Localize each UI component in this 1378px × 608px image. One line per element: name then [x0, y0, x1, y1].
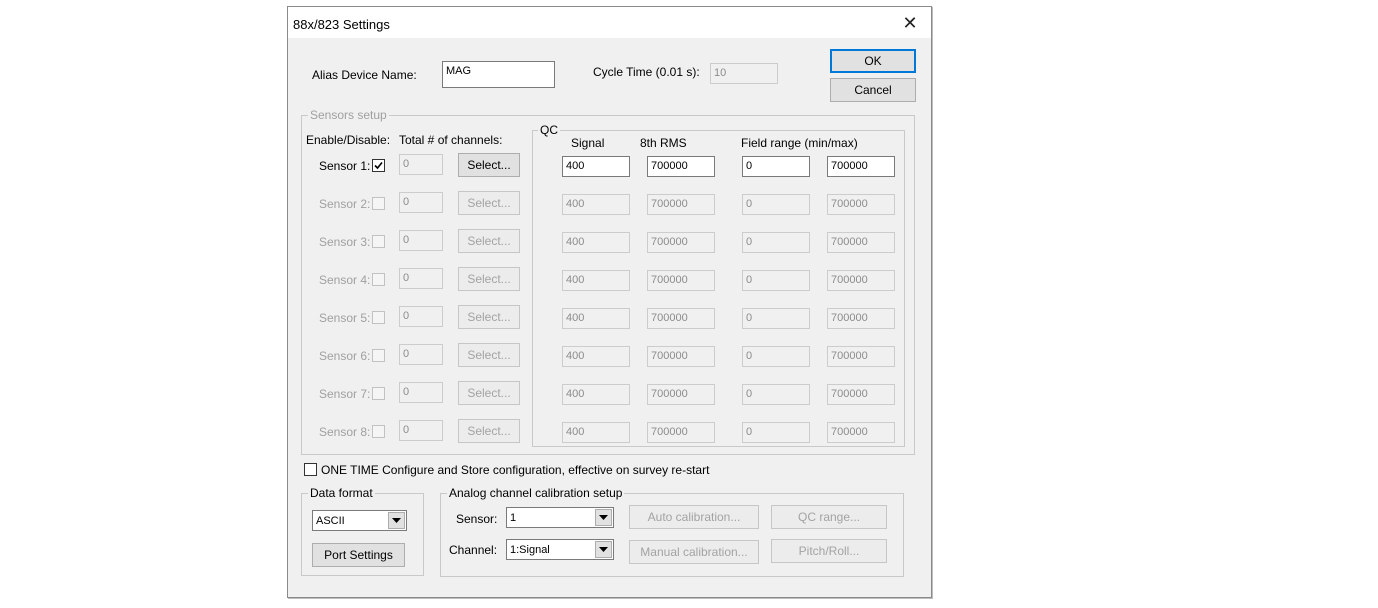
sensor-channels-input[interactable]: 0: [399, 420, 443, 441]
sensor-label: Sensor 5:: [319, 311, 371, 325]
qc-field-max-input[interactable]: 700000: [827, 422, 895, 443]
alias-input[interactable]: MAG: [442, 61, 555, 88]
qc-rms-input[interactable]: 700000: [647, 156, 715, 177]
qc-field-max-input[interactable]: 700000: [827, 346, 895, 367]
sensor-label: Sensor 2:: [319, 197, 371, 211]
sensor-enable-checkbox[interactable]: [372, 235, 385, 248]
enable-disable-header: Enable/Disable:: [306, 133, 391, 147]
qc-rms-input[interactable]: 700000: [647, 384, 715, 405]
analog-sensor-select[interactable]: [506, 507, 614, 528]
sensor-channels-input[interactable]: 0: [399, 382, 443, 403]
sensor-label: Sensor 4:: [319, 273, 371, 287]
qc-field-min-input[interactable]: 0: [742, 308, 810, 329]
qc-rms-header: 8th RMS: [640, 136, 687, 150]
qc-rms-input[interactable]: 700000: [647, 270, 715, 291]
analog-calibration-title: Analog channel calibration setup: [449, 486, 623, 500]
pitch-roll-button[interactable]: Pitch/Roll...: [771, 539, 887, 563]
analog-channel-select[interactable]: [506, 539, 614, 560]
qc-signal-input[interactable]: 400: [562, 194, 630, 215]
qc-field-max-input[interactable]: 700000: [827, 232, 895, 253]
window-title: 88x/823 Settings: [293, 17, 390, 32]
sensor-label: Sensor 6:: [319, 349, 371, 363]
qc-signal-input[interactable]: 400: [562, 384, 630, 405]
sensor-label: Sensor 7:: [319, 387, 371, 401]
qc-field-range-header: Field range (min/max): [741, 136, 858, 150]
sensor-enable-checkbox[interactable]: [372, 311, 385, 324]
qc-field-min-input[interactable]: 0: [742, 270, 810, 291]
qc-field-max-input[interactable]: 700000: [827, 308, 895, 329]
qc-rms-input[interactable]: 700000: [647, 308, 715, 329]
qc-signal-header: Signal: [571, 136, 605, 150]
cycle-time-input[interactable]: 10: [710, 63, 778, 84]
qc-signal-input[interactable]: 400: [562, 422, 630, 443]
close-icon[interactable]: ✕: [902, 13, 918, 33]
analog-sensor-value: 1: [510, 512, 517, 524]
chevron-down-icon[interactable]: [595, 509, 612, 526]
settings-dialog: [287, 6, 932, 598]
sensor-channels-input[interactable]: 0: [399, 192, 443, 213]
sensor-channels-input[interactable]: 0: [399, 306, 443, 327]
sensor-enable-checkbox[interactable]: [372, 349, 385, 362]
analog-channel-value: 1:Signal: [510, 544, 550, 556]
sensor-enable-checkbox[interactable]: [372, 425, 385, 438]
qc-field-min-input[interactable]: 0: [742, 422, 810, 443]
one-time-label: ONE TIME Configure and Store configuration, effective on survey re-start: [321, 463, 710, 477]
checkmark-icon: [373, 160, 384, 171]
port-settings-button[interactable]: Port Settings: [312, 543, 405, 567]
qc-title: QC: [540, 123, 558, 137]
auto-calibration-button[interactable]: Auto calibration...: [629, 505, 759, 529]
data-format-title: Data format: [310, 486, 373, 500]
qc-rms-input[interactable]: 700000: [647, 422, 715, 443]
sensor-select-button[interactable]: Select...: [458, 419, 520, 443]
sensor-enable-checkbox[interactable]: [372, 273, 385, 286]
qc-field-max-input[interactable]: 700000: [827, 194, 895, 215]
sensor-enable-checkbox[interactable]: [372, 387, 385, 400]
qc-signal-input[interactable]: 400: [562, 270, 630, 291]
analog-sensor-label: Sensor:: [456, 512, 498, 526]
sensor-channels-input[interactable]: 0: [399, 344, 443, 365]
sensor-enable-checkbox[interactable]: [372, 159, 385, 172]
sensor-channels-input[interactable]: 0: [399, 154, 443, 175]
qc-signal-input[interactable]: 400: [562, 232, 630, 253]
chevron-down-icon[interactable]: [595, 541, 612, 558]
sensor-label: Sensor 3:: [319, 235, 371, 249]
title-bar: [288, 7, 931, 38]
sensor-select-button[interactable]: Select...: [458, 305, 520, 329]
one-time-checkbox[interactable]: [304, 463, 317, 476]
cancel-button[interactable]: Cancel: [830, 78, 916, 102]
qc-signal-input[interactable]: 400: [562, 156, 630, 177]
analog-channel-label: Channel:: [449, 543, 498, 557]
qc-field-max-input[interactable]: 700000: [827, 156, 895, 177]
cycle-time-label: Cycle Time (0.01 s):: [593, 65, 700, 79]
qc-field-min-input[interactable]: 0: [742, 156, 810, 177]
data-format-value: ASCII: [316, 515, 345, 527]
qc-rms-input[interactable]: 700000: [647, 194, 715, 215]
qc-field-min-input[interactable]: 0: [742, 232, 810, 253]
sensor-select-button[interactable]: Select...: [458, 267, 520, 291]
qc-signal-input[interactable]: 400: [562, 346, 630, 367]
qc-range-button[interactable]: QC range...: [771, 505, 887, 529]
qc-signal-input[interactable]: 400: [562, 308, 630, 329]
sensor-enable-checkbox[interactable]: [372, 197, 385, 210]
qc-field-min-input[interactable]: 0: [742, 346, 810, 367]
qc-field-max-input[interactable]: 700000: [827, 384, 895, 405]
sensor-select-button[interactable]: Select...: [458, 381, 520, 405]
sensors-setup-title: Sensors setup: [310, 108, 387, 122]
sensor-label: Sensor 1:: [319, 159, 371, 173]
sensor-select-button[interactable]: Select...: [458, 191, 520, 215]
channels-header: Total # of channels:: [399, 133, 503, 147]
qc-rms-input[interactable]: 700000: [647, 346, 715, 367]
chevron-down-icon[interactable]: [388, 512, 405, 529]
sensor-select-button[interactable]: Select...: [458, 229, 520, 253]
alias-label: Alias Device Name:: [312, 68, 417, 82]
sensor-channels-input[interactable]: 0: [399, 268, 443, 289]
qc-rms-input[interactable]: 700000: [647, 232, 715, 253]
sensor-select-button[interactable]: Select...: [458, 343, 520, 367]
ok-button[interactable]: OK: [830, 49, 916, 73]
manual-calibration-button[interactable]: Manual calibration...: [629, 540, 759, 564]
sensor-label: Sensor 8:: [319, 425, 371, 439]
qc-field-min-input[interactable]: 0: [742, 194, 810, 215]
qc-field-max-input[interactable]: 700000: [827, 270, 895, 291]
sensor-channels-input[interactable]: 0: [399, 230, 443, 251]
qc-field-min-input[interactable]: 0: [742, 384, 810, 405]
data-format-select[interactable]: [312, 510, 407, 531]
sensor-select-button[interactable]: Select...: [458, 153, 520, 177]
